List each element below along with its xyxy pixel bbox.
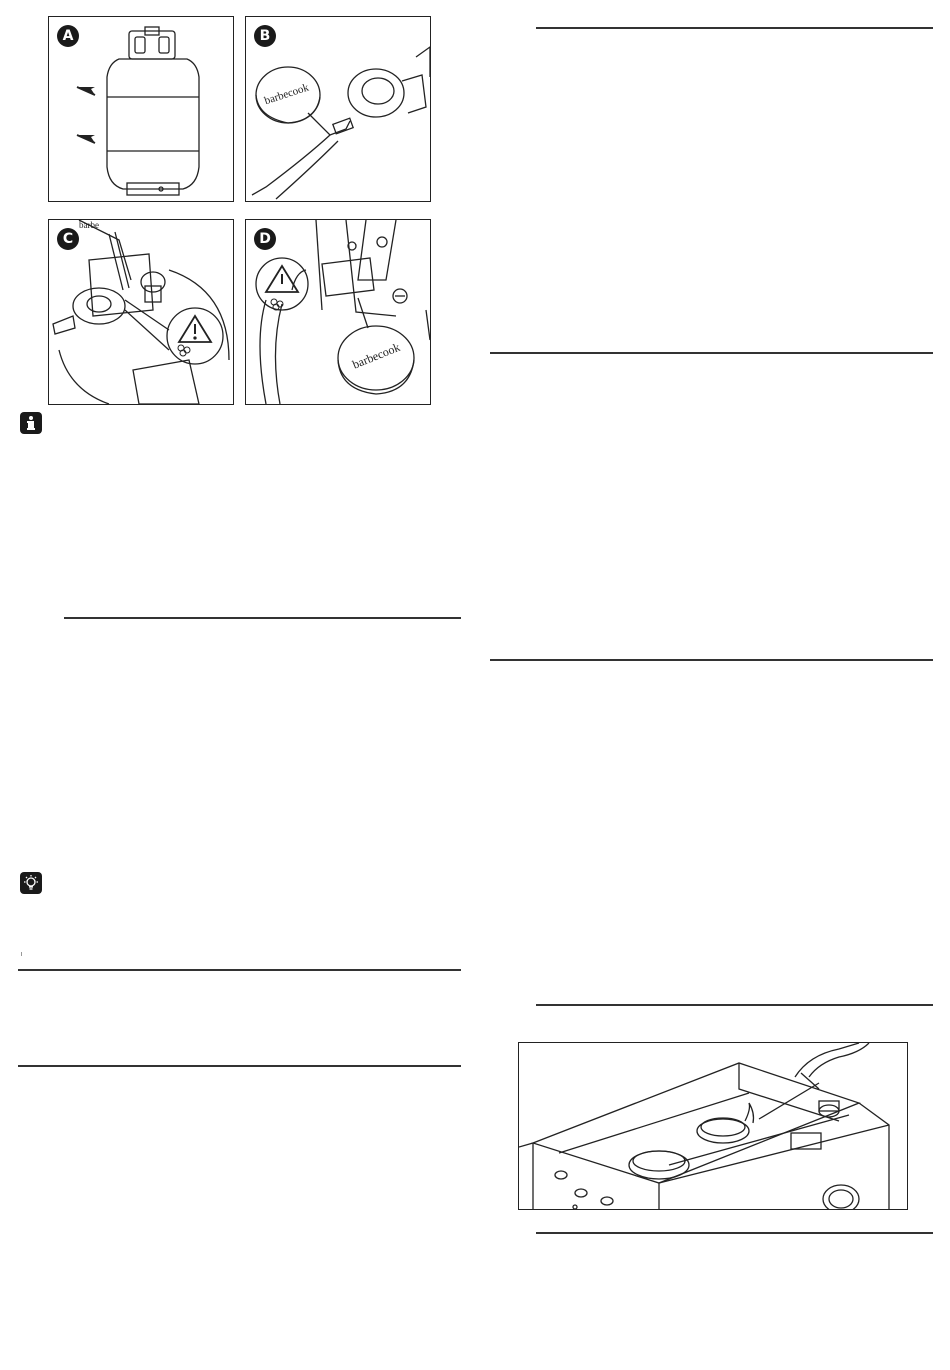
panel-label-c: C: [57, 228, 79, 250]
regulator-connection-illustration: [246, 220, 430, 404]
section-divider-right-2: [490, 352, 933, 354]
leak-test-brush-illustration: [49, 220, 233, 404]
section-divider-left-1: [64, 617, 461, 619]
section-divider-right-1: [536, 27, 933, 29]
page-mark: [21, 952, 22, 956]
section-divider-right-4: [536, 1004, 933, 1006]
gas-bottle-illustration: [49, 17, 233, 201]
brand-logo-d: barbecook: [350, 339, 402, 372]
figure-panel-d: [245, 219, 431, 405]
panel-label-b: B: [254, 25, 276, 47]
section-divider-right-3: [490, 659, 933, 661]
brand-logo-c: barbe: [79, 220, 99, 230]
figure-panel-c: [48, 219, 234, 405]
lightbulb-icon: [20, 872, 42, 894]
figure-panel-b: [245, 16, 431, 202]
brand-logo-b: barbecook: [263, 81, 311, 108]
regulator-hose-illustration: [246, 17, 430, 201]
panel-label-a: A: [57, 25, 79, 47]
burner-lighting-illustration: [519, 1043, 907, 1209]
panel-label-d: D: [254, 228, 276, 250]
section-divider-left-2: [18, 969, 461, 971]
section-divider-right-5: [536, 1232, 933, 1234]
figure-panel-a: [48, 16, 234, 202]
figure-burner-lighting: [518, 1042, 908, 1210]
info-icon: [20, 412, 42, 434]
section-divider-left-3: [18, 1065, 461, 1067]
